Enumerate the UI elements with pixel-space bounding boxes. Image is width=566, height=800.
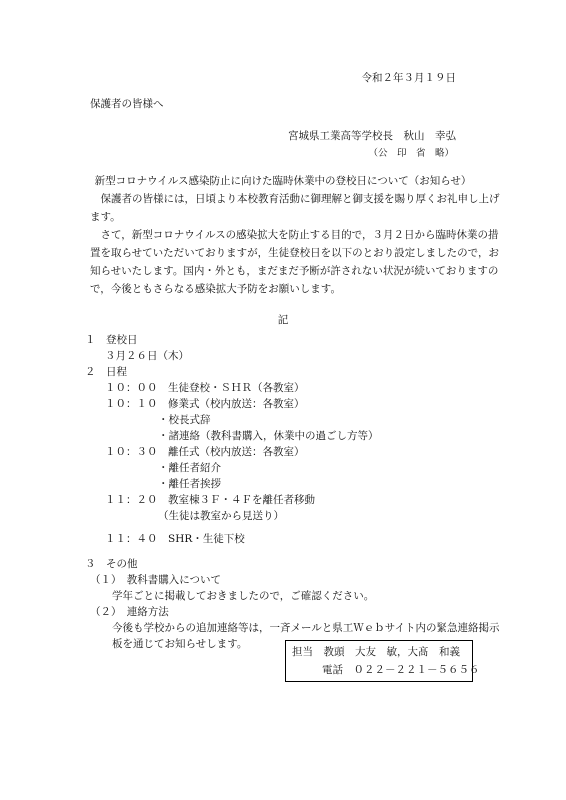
paragraph-2: さて，新型コロナウイルスの感染拡大を防止する目的で，３月２日から臨時休業の措置を取らせていただいておりますが，生徒登校日を以下のとおり設定しましたので，お知らせいたします。国内・外とも，まだまだ予断が許されない状況が続いておりますので，今後ともさらなる感染拡大予防をお願いします。: [90, 229, 499, 295]
contact-phone: 電話 ０２２－２２１－５６５６: [322, 664, 480, 676]
list-item: ３月２６日（木）: [105, 350, 189, 362]
list-item: １１：４０ SHR・生徒下校: [105, 533, 245, 545]
ki-heading: 記: [277, 314, 289, 326]
list-item: ・離任者紹介: [158, 462, 221, 474]
date: 令和２年３月１９日: [361, 72, 456, 84]
list-item: 今後も学校からの追加連絡等は，一斉メールと県工Ｗｅｂサイト内の緊急連絡掲示: [112, 622, 500, 634]
list-item: （１） 教科書購入について: [90, 574, 222, 586]
contact-box: [285, 640, 480, 682]
list-item: 板を通じてお知らせします。: [112, 638, 248, 650]
paragraph-1: 保護者の皆様には，日頃より本校教育活動に御理解と御支援を賜り厚くお礼申し上げます。: [90, 193, 500, 223]
list-item: （生徒は教室から見送り）: [158, 510, 284, 522]
list-item: ・校長式辞: [158, 414, 211, 426]
list-item: （２） 連絡方法: [90, 606, 169, 618]
list-item: １０：００ 生徒登校・ＳＨＲ（各教室）: [105, 382, 305, 394]
sender: 宮城県工業高等学校長 秋山 幸弘: [288, 130, 456, 142]
list-item: ２ 日程: [85, 366, 127, 378]
list-item: ３ その他: [85, 558, 138, 570]
seal-note: （公 印 省 略）: [368, 148, 454, 159]
subject-title: 新型コロナウイルス感染防止に向けた臨時休業中の登校日について（お知らせ）: [94, 175, 472, 187]
addressee: 保護者の皆様へ: [90, 98, 164, 110]
list-item: ・離任者挨拶: [158, 478, 221, 490]
list-item: １０：３０ 離任式（校内放送：各教室）: [105, 446, 305, 458]
list-item: １ 登校日: [85, 334, 138, 346]
list-item: １１：２０ 教室棟３Ｆ・４Ｆを離任者移動: [105, 494, 315, 506]
list-item: 学年ごとに掲載しておきましたので，ご確認ください。: [112, 590, 375, 602]
contact-staff: 担当 教頭 大友 敏，大髙 和義: [292, 646, 460, 658]
list-item: ・諸連絡（教科書購入，休業中の過ごし方等）: [158, 430, 379, 442]
list-item: １０：１０ 修業式（校内放送：各教室）: [105, 398, 305, 410]
